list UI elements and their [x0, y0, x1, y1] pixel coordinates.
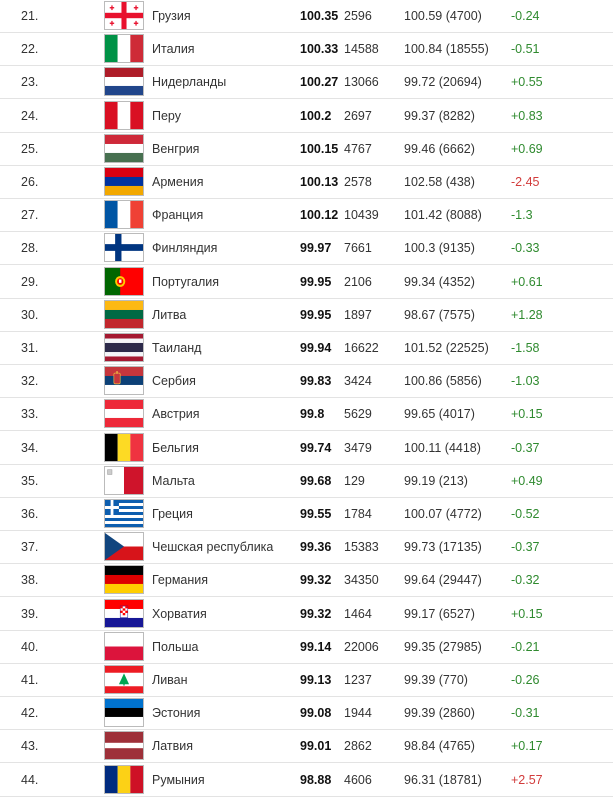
previous-score-cell: 100.86 (5856)	[404, 374, 482, 389]
table-row	[0, 730, 613, 763]
rank-cell: 40.	[21, 639, 39, 654]
hungary-flag-icon	[104, 134, 144, 163]
change-cell: -0.26	[511, 673, 540, 687]
country-name: Нидерланды	[152, 75, 227, 90]
change-cell: +0.17	[511, 739, 543, 754]
lithuania-flag-icon	[104, 300, 144, 329]
score-cell: 99.95	[300, 307, 332, 322]
score-cell: 99.55	[300, 507, 332, 521]
table-row	[0, 631, 613, 664]
previous-score-cell: 99.19 (213)	[404, 473, 468, 488]
count-cell: 129	[344, 473, 365, 488]
rank-cell: 24.	[21, 108, 39, 123]
rank-cell: 23.	[21, 75, 39, 90]
table-row	[0, 0, 613, 33]
count-cell: 1464	[344, 606, 372, 621]
change-cell: +0.69	[511, 141, 543, 156]
rank-cell: 39.	[21, 606, 39, 621]
table-row	[0, 531, 613, 564]
rank-cell: 37.	[21, 540, 39, 555]
previous-score-cell: 99.65 (4017)	[404, 407, 475, 422]
rank-cell: 25.	[21, 141, 39, 156]
count-cell: 2578	[344, 175, 372, 189]
rank-cell: 43.	[21, 739, 39, 754]
count-cell: 2862	[344, 739, 372, 754]
change-cell: -0.32	[511, 573, 540, 588]
rank-cell: 38.	[21, 573, 39, 588]
rank-cell: 42.	[21, 706, 39, 721]
score-cell: 99.8	[300, 407, 325, 422]
change-cell: +0.49	[511, 473, 543, 488]
netherlands-flag-icon	[104, 67, 144, 96]
change-cell: +1.28	[511, 307, 543, 322]
table-row	[0, 764, 613, 797]
change-cell: +0.15	[511, 407, 543, 422]
score-cell: 99.13	[300, 673, 332, 687]
portugal-flag-icon	[104, 267, 144, 296]
table-row	[0, 33, 613, 66]
previous-score-cell: 98.84 (4765)	[404, 739, 475, 754]
rank-cell: 29.	[21, 274, 39, 289]
previous-score-cell: 96.31 (18781)	[404, 772, 482, 787]
previous-score-cell: 99.37 (8282)	[404, 108, 475, 123]
germany-flag-icon	[104, 565, 144, 594]
change-cell: -0.21	[511, 639, 540, 654]
previous-score-cell: 99.39 (770)	[404, 673, 468, 687]
score-cell: 100.33	[300, 42, 339, 57]
croatia-flag-icon	[104, 599, 144, 628]
previous-score-cell: 99.46 (6662)	[404, 141, 475, 156]
rank-cell: 33.	[21, 407, 39, 422]
table-row	[0, 66, 613, 99]
previous-score-cell: 99.72 (20694)	[404, 75, 482, 90]
table-row	[0, 100, 613, 133]
france-flag-icon	[104, 200, 144, 229]
previous-score-cell: 99.73 (17135)	[404, 540, 482, 555]
previous-score-cell: 99.17 (6527)	[404, 606, 475, 621]
table-row	[0, 432, 613, 465]
count-cell: 1897	[344, 307, 372, 322]
table-row	[0, 133, 613, 166]
peru-flag-icon	[104, 101, 144, 130]
rank-cell: 28.	[21, 241, 39, 256]
romania-flag-icon	[104, 765, 144, 794]
count-cell: 2106	[344, 274, 372, 289]
change-cell: -0.31	[511, 706, 540, 721]
austria-flag-icon	[104, 399, 144, 428]
rank-cell: 36.	[21, 507, 39, 521]
rank-cell: 41.	[21, 673, 39, 687]
change-cell: -0.24	[511, 9, 540, 23]
change-cell: -1.3	[511, 208, 533, 223]
rank-cell: 32.	[21, 374, 39, 389]
score-cell: 99.97	[300, 241, 332, 256]
score-cell: 99.94	[300, 341, 332, 355]
table-row	[0, 598, 613, 631]
malta-flag-icon	[104, 466, 144, 495]
previous-score-cell: 100.59 (4700)	[404, 9, 482, 23]
change-cell: +0.61	[511, 274, 543, 289]
score-cell: 100.27	[300, 75, 339, 90]
country-name: Финляндия	[152, 241, 218, 256]
change-cell: -0.37	[511, 540, 540, 555]
previous-score-cell: 99.39 (2860)	[404, 706, 475, 721]
table-row	[0, 564, 613, 597]
score-cell: 100.12	[300, 208, 339, 223]
previous-score-cell: 101.42 (8088)	[404, 208, 482, 223]
previous-score-cell: 99.35 (27985)	[404, 639, 482, 654]
rank-cell: 35.	[21, 473, 39, 488]
country-name: Перу	[152, 108, 181, 123]
country-name: Португалия	[152, 274, 220, 289]
change-cell: -0.52	[511, 507, 540, 521]
country-name: Сербия	[152, 374, 196, 389]
change-cell: -1.03	[511, 374, 540, 389]
change-cell: +0.55	[511, 75, 543, 90]
previous-score-cell: 98.67 (7575)	[404, 307, 475, 322]
table-row	[0, 232, 613, 265]
change-cell: +0.15	[511, 606, 543, 621]
score-cell: 100.35	[300, 9, 339, 23]
country-name: Армения	[152, 175, 204, 189]
count-cell: 7661	[344, 241, 372, 256]
finland-flag-icon	[104, 233, 144, 262]
previous-score-cell: 100.3 (9135)	[404, 241, 475, 256]
rank-cell: 34.	[21, 440, 39, 455]
country-name: Италия	[152, 42, 195, 57]
rank-cell: 27.	[21, 208, 39, 223]
count-cell: 1784	[344, 507, 372, 521]
table-row	[0, 697, 613, 730]
poland-flag-icon	[104, 632, 144, 661]
country-name: Литва	[152, 307, 187, 322]
score-cell: 98.88	[300, 772, 332, 787]
table-row	[0, 299, 613, 332]
count-cell: 5629	[344, 407, 372, 422]
lebanon-flag-icon	[104, 665, 144, 694]
count-cell: 3479	[344, 440, 372, 455]
country-name: Эстония	[152, 706, 201, 721]
czech-flag-icon	[104, 532, 144, 561]
country-name: Латвия	[152, 739, 193, 754]
previous-score-cell: 100.11 (4418)	[404, 440, 481, 455]
count-cell: 22006	[344, 639, 379, 654]
score-cell: 99.95	[300, 274, 332, 289]
country-name: Хорватия	[152, 606, 207, 621]
country-name: Германия	[152, 573, 209, 588]
belgium-flag-icon	[104, 433, 144, 462]
country-name: Венгрия	[152, 141, 200, 156]
change-cell: -2.45	[511, 175, 540, 189]
country-name: Австрия	[152, 407, 200, 422]
rank-cell: 26.	[21, 175, 39, 189]
count-cell: 1944	[344, 706, 372, 721]
count-cell: 14588	[344, 42, 379, 57]
table-row	[0, 498, 613, 531]
score-cell: 99.32	[300, 573, 332, 588]
table-row	[0, 166, 613, 199]
country-name: Греция	[152, 507, 193, 521]
score-cell: 99.74	[300, 440, 332, 455]
previous-score-cell: 100.84 (18555)	[404, 42, 489, 57]
count-cell: 3424	[344, 374, 372, 389]
country-name: Чешская республика	[152, 540, 274, 555]
score-cell: 99.68	[300, 473, 332, 488]
previous-score-cell: 99.34 (4352)	[404, 274, 475, 289]
country-name: Румыния	[152, 772, 205, 787]
count-cell: 2697	[344, 108, 372, 123]
country-name: Польша	[152, 639, 199, 654]
count-cell: 13066	[344, 75, 379, 90]
table-row	[0, 365, 613, 398]
score-cell: 100.2	[300, 108, 332, 123]
count-cell: 34350	[344, 573, 379, 588]
count-cell: 1237	[344, 673, 372, 687]
count-cell: 16622	[344, 341, 379, 355]
rank-cell: 21.	[21, 9, 39, 23]
score-cell: 99.14	[300, 639, 332, 654]
serbia-flag-icon	[104, 366, 144, 395]
armenia-flag-icon	[104, 167, 144, 196]
country-name: Таиланд	[152, 341, 202, 355]
italy-flag-icon	[104, 34, 144, 63]
table-row	[0, 398, 613, 431]
previous-score-cell: 101.52 (22525)	[404, 341, 489, 355]
table-row	[0, 266, 613, 299]
table-row	[0, 332, 613, 365]
score-cell: 99.01	[300, 739, 332, 754]
thailand-flag-icon	[104, 333, 144, 362]
latvia-flag-icon	[104, 731, 144, 760]
country-name: Франция	[152, 208, 204, 223]
previous-score-cell: 100.07 (4772)	[404, 507, 482, 521]
country-name: Ливан	[152, 673, 188, 687]
rank-cell: 22.	[21, 42, 39, 57]
country-name: Грузия	[152, 9, 191, 23]
score-cell: 99.08	[300, 706, 332, 721]
score-cell: 100.15	[300, 141, 339, 156]
count-cell: 4606	[344, 772, 372, 787]
count-cell: 4767	[344, 141, 372, 156]
rank-cell: 31.	[21, 341, 39, 355]
change-cell: -0.33	[511, 241, 540, 256]
score-cell: 99.83	[300, 374, 332, 389]
rank-cell: 44.	[21, 772, 39, 787]
count-cell: 10439	[344, 208, 379, 223]
change-cell: -0.51	[511, 42, 540, 57]
table-row	[0, 465, 613, 498]
change-cell: +2.57	[511, 772, 543, 787]
count-cell: 2596	[344, 9, 372, 23]
georgia-flag-icon	[104, 1, 144, 30]
previous-score-cell: 99.64 (29447)	[404, 573, 482, 588]
score-cell: 100.13	[300, 175, 339, 189]
score-cell: 99.36	[300, 540, 332, 555]
estonia-flag-icon	[104, 698, 144, 727]
score-cell: 99.32	[300, 606, 332, 621]
previous-score-cell: 102.58 (438)	[404, 175, 475, 189]
count-cell: 15383	[344, 540, 379, 555]
change-cell: -0.37	[511, 440, 540, 455]
greece-flag-icon	[104, 499, 144, 528]
change-cell: +0.83	[511, 108, 543, 123]
country-name: Бельгия	[152, 440, 199, 455]
table-row	[0, 664, 613, 697]
rank-cell: 30.	[21, 307, 39, 322]
country-name: Мальта	[152, 473, 195, 488]
table-row	[0, 199, 613, 232]
change-cell: -1.58	[511, 341, 540, 355]
